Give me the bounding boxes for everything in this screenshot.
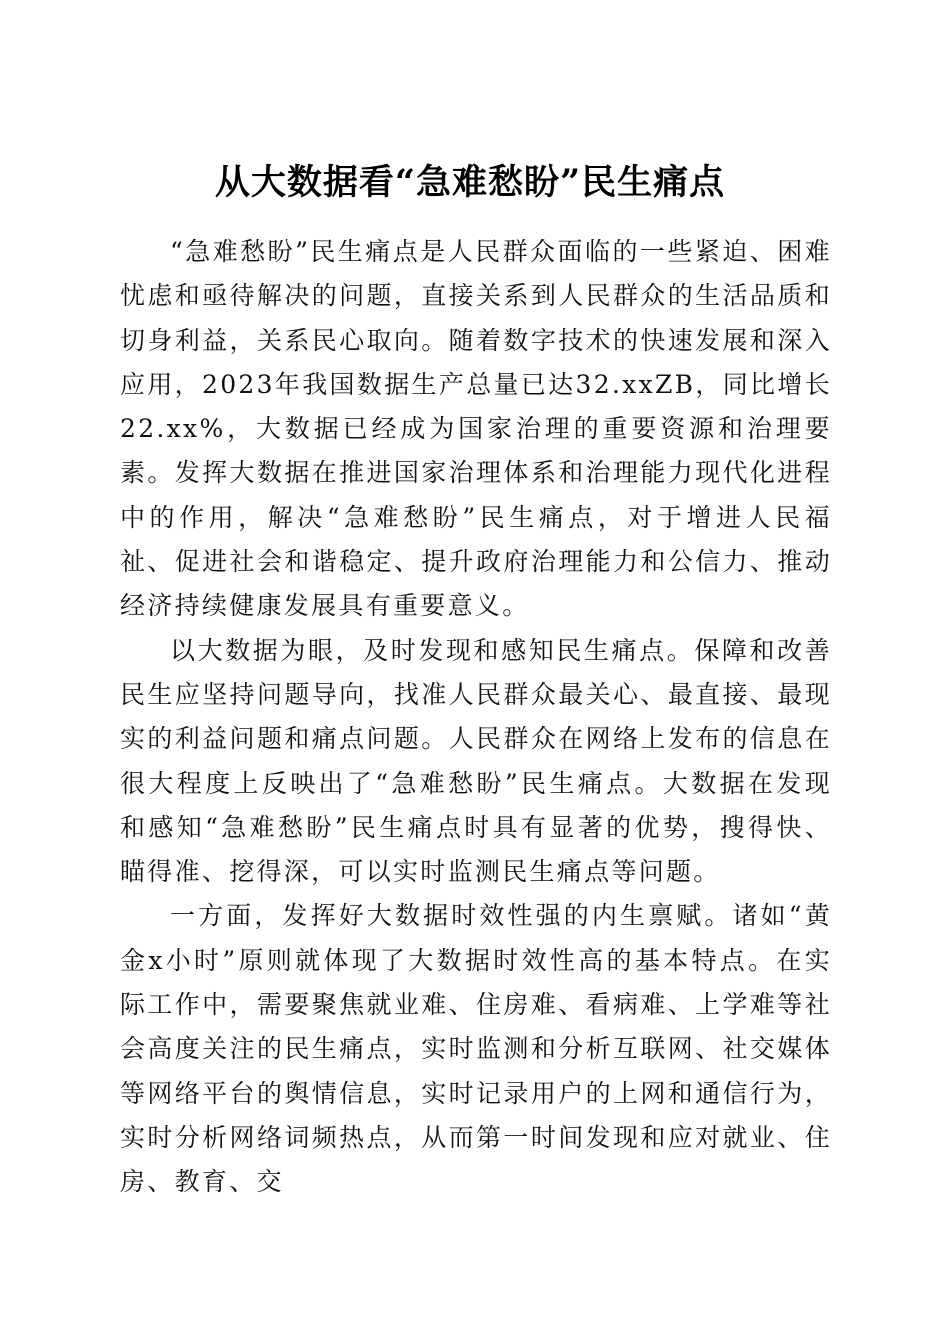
document-title: 从大数据看“急难愁盼”民生痛点 — [214, 162, 726, 204]
document-body — [120, 230, 832, 1205]
paragraph-timeliness: 一方面，发挥好大数据时效性强的内生禀赋。诸如“黄金x小时”原则就体现了大数据时效性高的基本特点。在实际工作中，需要聚焦就业难、住房难、看病难、上学难等社会高度关注的民生痛点，实时监测和分析互联网、社交媒体等网络平台的舆情信息，实时记录用户的上网和通信行为，实时分析网络词频热点，从而第一时间发现和应对就业、住房、教育、交 — [120, 901, 832, 1197]
paragraph-sensing: 以大数据为眼，及时发现和感知民生痛点。保障和改善民生应坚持问题导向，找准人民群众最关心、最直接、最现实的利益问题和痛点问题。人民群众在网络上发布的信息在很大程度上反映出了“急难愁盼”民生痛点。大数据在发现和感知“急难愁盼”民生痛点时具有显著的优势，搜得快、瞄得准、挖得深，可以实时监测民生痛点等问题。 — [120, 635, 832, 887]
paragraph-intro: “急难愁盼”民生痛点是人民群众面临的一些紧迫、困难忧虑和亟待解决的问题，直接关系到人民群众的生活品质和切身利益，关系民心取向。随着数字技术的快速发展和深入应用，2023年我国数据生产总量已达32.xxZB，同比增长22.xx%，大数据已经成为国家治理的重要资源和治理要素。发挥大数据在推进国家治理体系和治理能力现代化进程中的作用，解决“急难愁盼”民生痛点，对于增进人民福祉、促进社会和谐稳定、提升政府治理能力和公信力、推动经济持续健康发展具有重要意义。 — [120, 237, 832, 621]
